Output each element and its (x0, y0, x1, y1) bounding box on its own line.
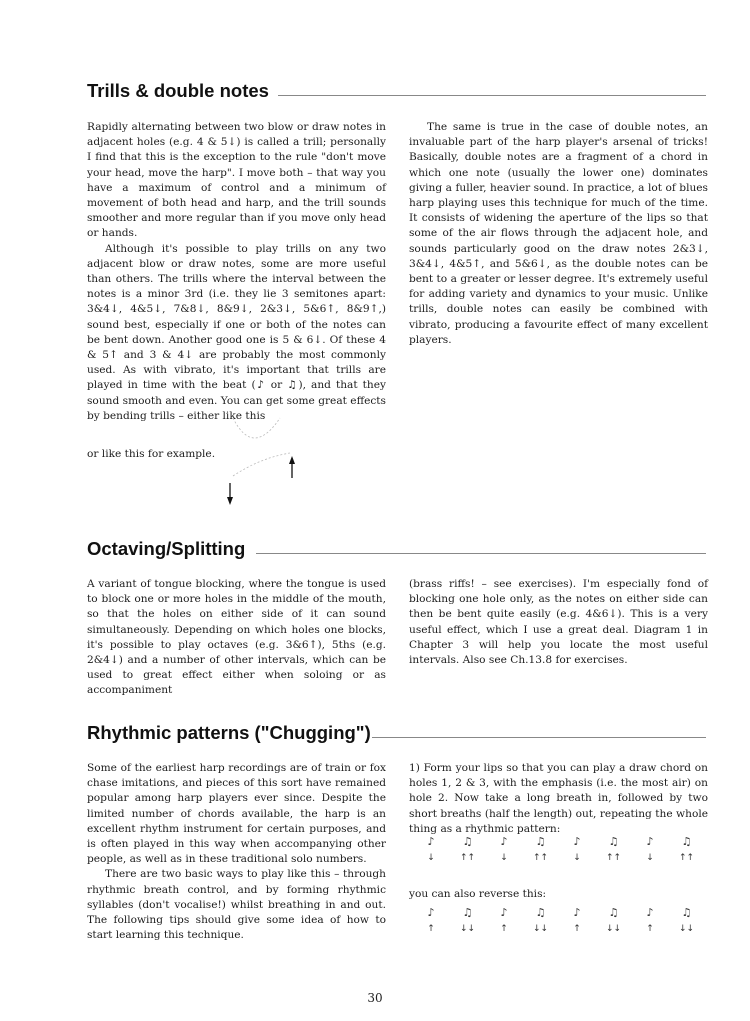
breath-mark: ↓ (573, 853, 581, 863)
trill-bend-diagram (225, 408, 315, 508)
breath-mark: ↑↑ (532, 853, 549, 863)
breath-mark: ↑ (500, 924, 508, 934)
section-heading-octaving: Octaving/Splitting (87, 538, 246, 559)
rhythm-note: ♪ (500, 835, 508, 848)
rhythm-note: ♫ (608, 906, 619, 919)
rhythm-note: ♫ (535, 906, 546, 919)
page-number: 30 (367, 991, 383, 1005)
paragraph: you can also reverse this: (409, 888, 547, 900)
section-heading-rhythmic: Rhythmic patterns ("Chugging") (87, 722, 371, 743)
breath-mark: ↓↓ (678, 924, 695, 934)
breath-mark: ↓ (427, 853, 435, 863)
rhythm-note: ♪ (427, 906, 435, 919)
breath-mark: ↑ (573, 924, 581, 934)
paragraph: or like this for example. (87, 448, 216, 460)
rhythm-note: ♪ (427, 835, 435, 848)
octaving-right-column (409, 577, 708, 668)
rhythm-note: ♫ (535, 835, 546, 848)
heading-rule (256, 553, 706, 554)
section-heading-trills: Trills & double notes (87, 80, 269, 101)
rhythm-note: ♪ (500, 906, 508, 919)
paragraph: Although it's possible to play trills on any two adjacent blow or draw notes, some are more useful than others. The trills where the interval between the notes is a minor 3rd (i.e. they lie 3 semitones apart: 3&4↓, 4&5↓, 7&8↓, 8&9↓, 2&3↓, 5&6↑, 8&9↑,) sound best, especially if one or both of the notes can be bent down. Another good one is 5 & 6↓. Of these 4 & 5↑ and 3 & 4↓ are probably the most commonly used. As with vibrato, it's important that trills are played in time with the beat (♪ or ♫), and that they sound smooth and even. You can get some great effects by bending trills – either like this (87, 242, 386, 422)
breath-mark: ↓↓ (532, 924, 549, 934)
paragraph: 1) Form your lips so that you can play a draw chord on holes 1, 2 & 3, with the emphasis (i.e. the most air) on hole 2. Now take a long breath in, followed by two short breaths (half the length) out, repeating the whole thing as a rhythmic pattern: (409, 762, 708, 835)
rhythm-note: ♪ (573, 835, 581, 848)
trills-right-column (409, 120, 708, 348)
octaving-left-column (87, 577, 386, 699)
breath-mark: ↑↑ (605, 853, 622, 863)
breath-mark: ↑↑ (678, 853, 695, 863)
trills-left-column (87, 120, 386, 424)
breath-mark: ↑ (646, 924, 654, 934)
rhythm-note: ♪ (646, 835, 654, 848)
heading-rule (278, 95, 706, 96)
rhythmic-right-column (409, 761, 708, 837)
rhythm-pattern-1 (416, 835, 716, 879)
paragraph: Rapidly alternating between two blow or draw notes in adjacent holes (e.g. 4 & 5↓) is called a trill; personally I find that this is the exception to the rule "don't move your head, move the harp". I move both – that way you have a maximum of control and a minimum of movement of both head and harp, and the trill sounds smoother and more regular than if you move only head or hands. (87, 121, 386, 240)
rhythm-note: ♫ (681, 906, 692, 919)
breath-mark: ↓ (500, 853, 508, 863)
paragraph: There are two basic ways to play like this – through rhythmic breath control, and by forming rhythmic syllables (don't vocalise!) whilst breathing in and out. The following tips should give some idea of how to start learning this technique. (87, 868, 386, 942)
rhythmic-left-column (87, 761, 386, 943)
breath-mark: ↑↑ (459, 853, 476, 863)
paragraph: A variant of tongue blocking, where the tongue is used to block one or more holes in the middle of the mouth, so that the holes on either side of it can sound simultaneously. Depending on which holes one blocks, it's possible to play octaves (e.g. 3&6↑), 5ths (e.g. 2&4↓) and a number of other intervals, which can be used to great effect either when soloing or as accompaniment (87, 578, 386, 697)
breath-mark: ↓↓ (459, 924, 476, 934)
breath-mark: ↓↓ (605, 924, 622, 934)
rhythm-note: ♪ (646, 906, 654, 919)
rhythm-note: ♫ (681, 835, 692, 848)
breath-mark: ↑ (427, 924, 435, 934)
heading-rule (372, 737, 706, 738)
rhythm-note: ♪ (573, 906, 581, 919)
rhythm-note: ♫ (462, 906, 473, 919)
rhythm-pattern-2 (416, 906, 716, 950)
breath-mark: ↓ (646, 853, 654, 863)
paragraph: (brass riffs! – see exercises). I'm especially fond of blocking one hole only, as the notes on either side can then be bent quite easily (e.g. 4&6↓). This is a very useful effect, which I use a great deal. Diagram 1 in Chapter 3 will help you locate the most useful intervals. Also see Ch.13.8 for exercises. (409, 578, 708, 667)
rhythm-note: ♫ (608, 835, 619, 848)
rhythm-note: ♫ (462, 835, 473, 848)
paragraph: The same is true in the case of double notes, an invaluable part of the harp player's arsenal of tricks! Basically, double notes are a fragment of a chord in which one note (usually the lower one) dominates giving a fuller, heavier sound. In practice, a lot of blues harp playing uses this technique for much of the time. It consists of widening the aperture of the lips so that some of the air flows through the adjacent hole, and sounds particularly good on the draw notes 2&3↓, 3&4↓, 4&5↑, and 5&6↓, as the double notes can be bent to a greater or lesser degree. It's extremely useful for adding variety and dynamics to your music. Unlike trills, double notes can easily be combined with vibrato, producing a favourite effect of many excellent players. (409, 121, 708, 346)
paragraph: Some of the earliest harp recordings are of train or fox chase imitations, and pieces of this sort have remained popular among harp players ever since. Despite the limited number of chords available, the harp is an excellent rhythm instrument for certain purposes, and is often played in this way when accompanying other people, as well as in these traditional solo numbers. (87, 762, 386, 866)
